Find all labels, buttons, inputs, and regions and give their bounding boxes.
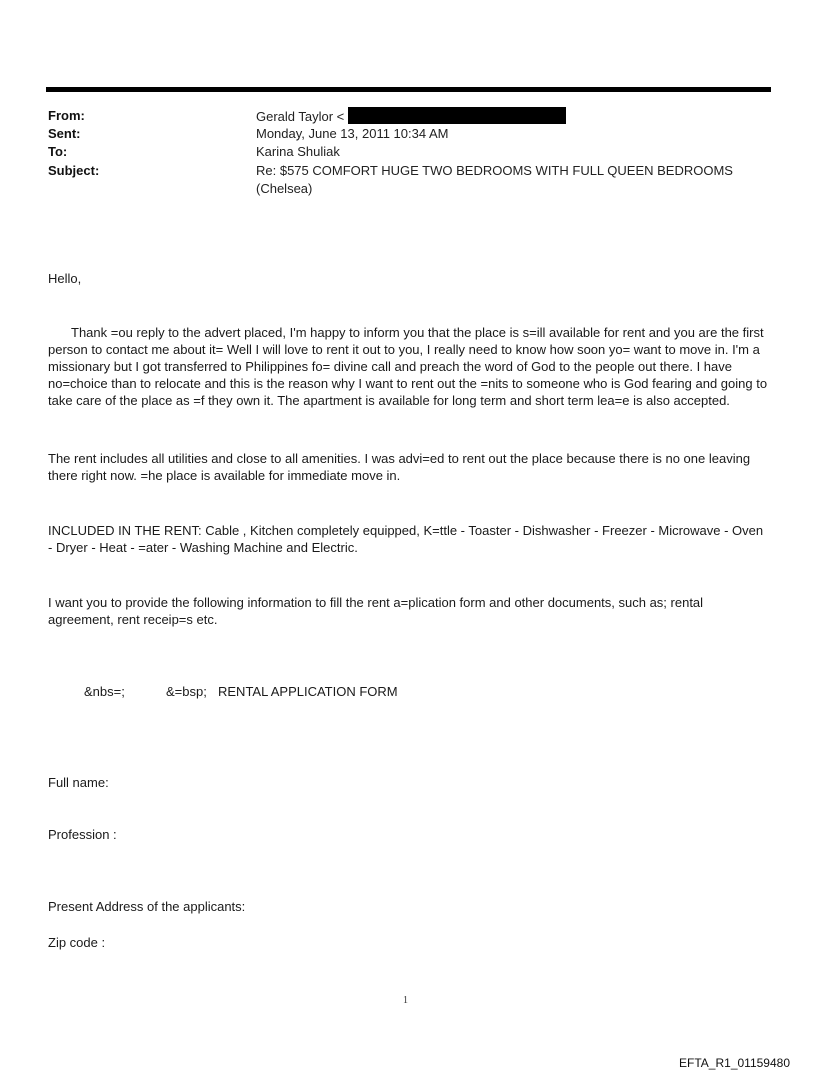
form-field-full-name: Full name: (48, 775, 109, 790)
to-value: Karina Shuliak (256, 144, 340, 159)
body-paragraph: I want you to provide the following information to fill the rent a=plication form and other documents, such as; rental agreement, rent receip=s etc. (48, 595, 704, 627)
form-heading: RENTAL APPLICATION FORM (218, 684, 398, 699)
redaction-block (348, 107, 566, 124)
included-list-paragraph: INCLUDED IN THE RENT: Cable , Kitchen completely equipped, K=ttle - Toaster - Dishwasher - Freezer - Microwave - Oven - Dryer - Heat - =ater - Washing Machine and Electric. (48, 523, 764, 555)
body-paragraph: The rent includes all utilities and close to all amenities. I was advi=ed to rent out the place because there is no one leaving there right now. =he place is available for immediate move in. (48, 451, 751, 483)
from-name: Gerald Taylor < (256, 109, 345, 124)
page-number: 1 (403, 995, 408, 1006)
form-field-profession: Profession : (48, 827, 117, 842)
from-label: From: (48, 108, 85, 123)
body-paragraph: Thank =ou reply to the advert placed, I'm happy to inform you that the place is s=ill available for rent and you are the first person to contact me about it= Well I will love to rent it out to you, I really need to know how soon yo= want to move in. I'm a missionary but I got transferred to Philippines fo= divine call and preach the word of God to the people out there. I have no=choice than to relocate and this is the reason why I want to rent out the =nits to someone who is God fearing and going to take care of the place as =f they own it. The apartment is available for long term and short term lea=e is also accepted. (48, 325, 768, 408)
sent-label: Sent: (48, 126, 81, 141)
greeting: Hello, (48, 271, 82, 286)
form-field-zip-code: Zip code : (48, 935, 106, 950)
nbs-token: &=bsp; (166, 684, 207, 699)
subject-value: Re: $575 COMFORT HUGE TWO BEDROOMS WITH FULL QUEEN BEDROOMS (Chelsea) (256, 163, 733, 196)
from-value (256, 107, 566, 126)
to-label: To: (48, 144, 68, 159)
document-id: EFTA_R1_01159480 (679, 1056, 790, 1070)
subject-label: Subject: (48, 163, 100, 178)
header-rule (46, 87, 771, 92)
sent-value: Monday, June 13, 2011 10:34 AM (256, 126, 449, 141)
nbs-token: &nbs=; (84, 684, 125, 699)
form-field-present-address: Present Address of the applicants: (48, 899, 246, 914)
